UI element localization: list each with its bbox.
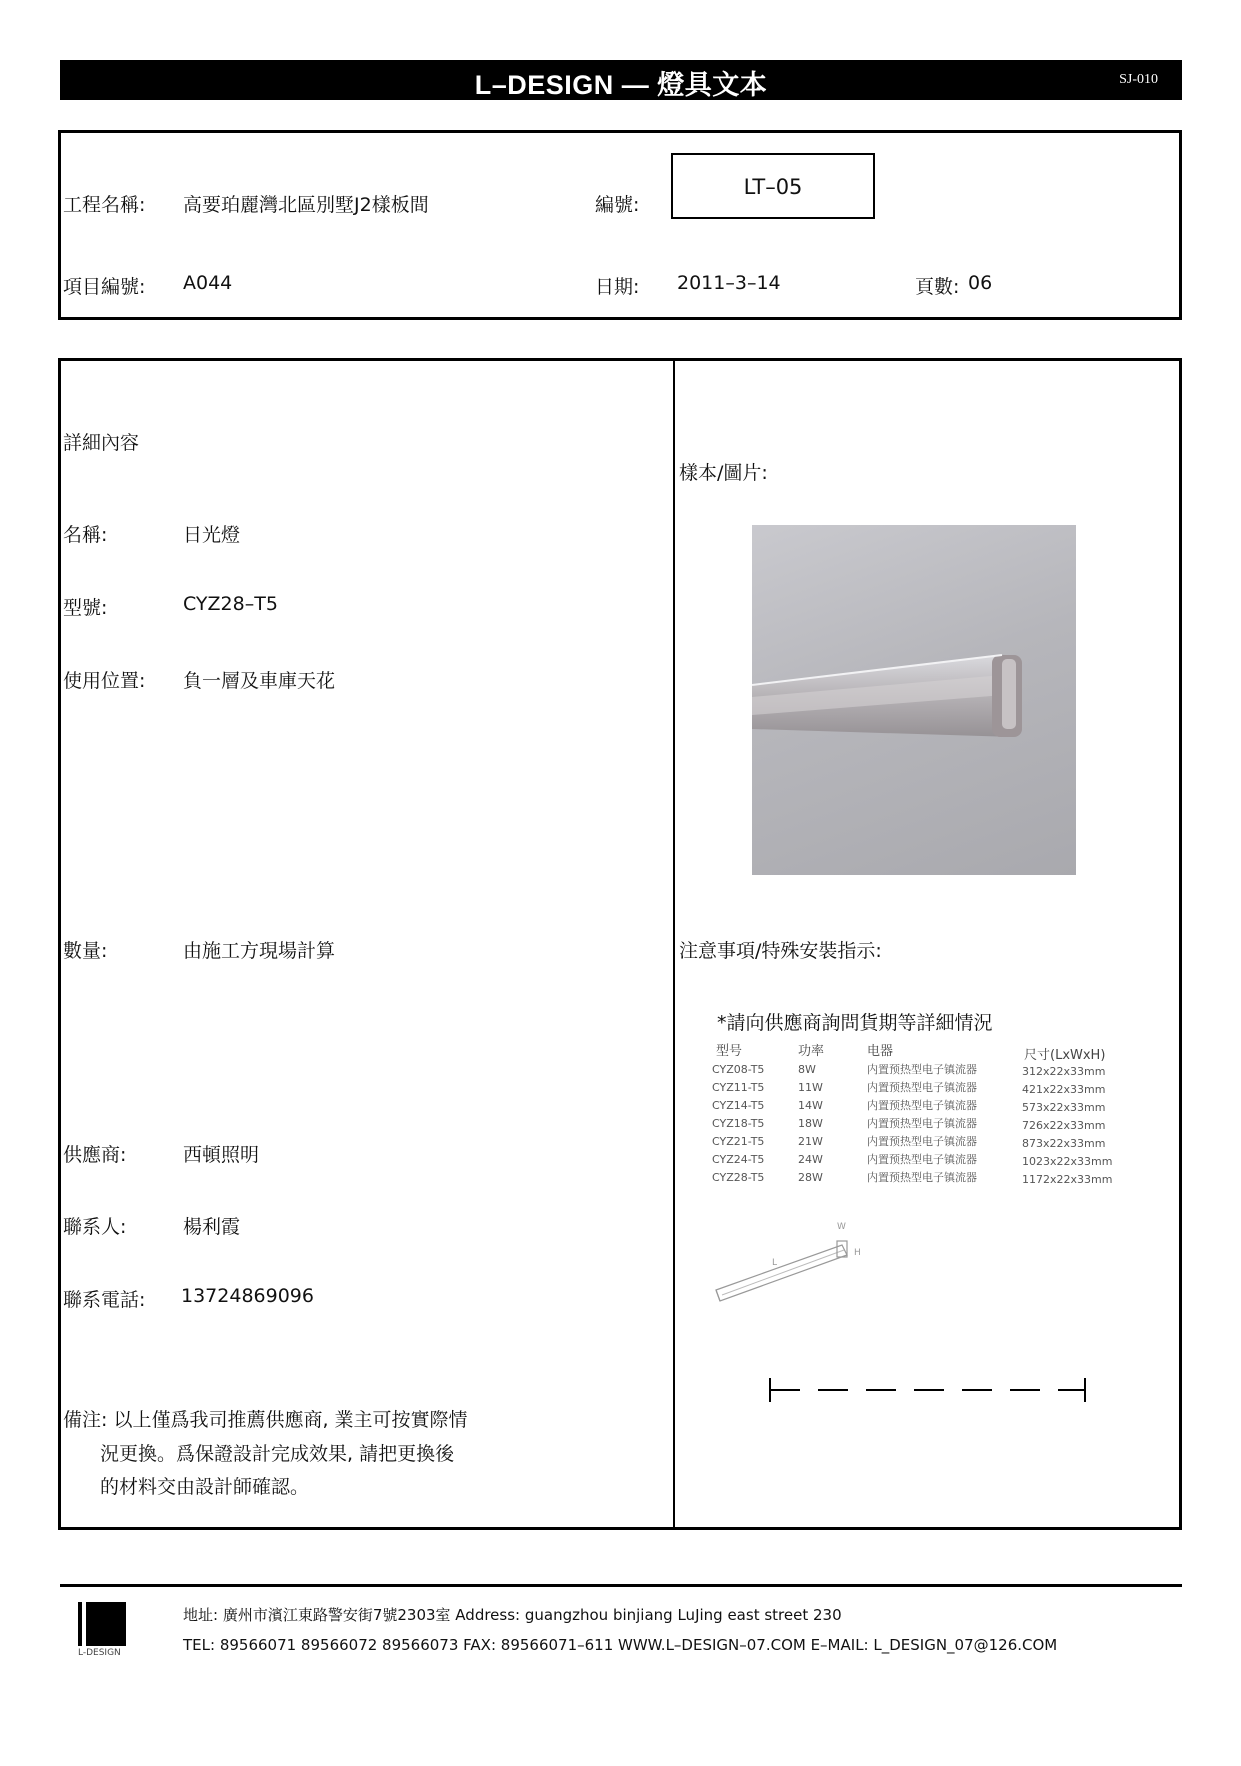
spec-cell: 8W <box>798 1063 816 1076</box>
spec-cell: 726x22x33mm <box>1022 1119 1106 1132</box>
spec-cell: 内置预热型电子镇流器 <box>867 1081 977 1094</box>
item-number-value: A044 <box>183 272 233 294</box>
spec-cell: CYZ21-T5 <box>712 1135 765 1148</box>
spec-cell: 内置预热型电子镇流器 <box>867 1099 977 1112</box>
spec-cell: 28W <box>798 1171 823 1184</box>
spec-cell: 21W <box>798 1135 823 1148</box>
spec-table-row <box>712 1169 1122 1187</box>
quantity-label: 數量: <box>63 940 108 962</box>
location-label: 使用位置: <box>63 670 146 692</box>
spec-table-row <box>712 1133 1122 1151</box>
spec-table-row <box>712 1115 1122 1133</box>
spec-cell: 11W <box>798 1081 823 1094</box>
dimension-label-w: W <box>837 1222 846 1232</box>
column-divider <box>673 360 675 1528</box>
spec-header-power: 功率 <box>798 1044 825 1059</box>
spec-cell: 1023x22x33mm <box>1022 1155 1113 1168</box>
supplier-value: 西頓照明 <box>183 1144 260 1166</box>
spec-cell: 1172x22x33mm <box>1022 1173 1113 1186</box>
date-label: 日期: <box>595 276 640 298</box>
phone-label: 聯系電話: <box>63 1289 146 1311</box>
contact-label: 聯系人: <box>63 1216 127 1238</box>
spec-table-row <box>712 1079 1122 1097</box>
model-value: CYZ28–T5 <box>183 593 278 615</box>
logo-block <box>86 1602 126 1646</box>
dimension-label-l: L <box>772 1258 778 1268</box>
model-label: 型號: <box>63 597 108 619</box>
fixture-name-value: 日光燈 <box>183 524 241 546</box>
item-number-label: 項目編號: <box>63 276 146 298</box>
install-notes-label: 注意事項/特殊安裝指示: <box>679 940 882 962</box>
project-name-value: 高要珀麗灣北區別墅J2樣板間 <box>183 194 429 216</box>
date-value: 2011–3–14 <box>677 272 781 294</box>
spec-cell: CYZ08-T5 <box>712 1063 765 1076</box>
spec-cell: CYZ24-T5 <box>712 1153 765 1166</box>
document-title: L–DESIGN — 燈具文本 <box>474 70 768 100</box>
spec-cell: 内置预热型电子镇流器 <box>867 1153 977 1166</box>
details-section-title: 詳細內容 <box>63 432 140 454</box>
number-label: 編號: <box>595 194 640 216</box>
project-name-label: 工程名稱: <box>63 194 146 216</box>
page-value: 06 <box>968 272 993 294</box>
spec-cell: 内置预热型电子镇流器 <box>867 1117 977 1130</box>
spec-cell: 内置预热型电子镇流器 <box>867 1135 977 1148</box>
spec-table-row <box>712 1097 1122 1115</box>
spec-table-row <box>712 1151 1122 1169</box>
spec-header-model: 型号 <box>716 1044 743 1059</box>
footer-address: 地址: 廣州市濱江東路警安街7號2303室 Address: guangzhou binjiang LuJing east street 230 <box>183 1606 842 1624</box>
spec-table-row <box>712 1061 1122 1079</box>
number-value: LT–05 <box>743 175 803 199</box>
spec-cell: 18W <box>798 1117 823 1130</box>
note-line-3: 的材料交由設計師確認。 <box>100 1476 310 1498</box>
logo-mark <box>78 1602 82 1646</box>
footer-contact: TEL: 89566071 89566072 89566073 FAX: 89566071–611 WWW.L–DESIGN–07.COM E–MAIL: L_DESIGN_07@126.COM <box>183 1636 1058 1654</box>
sheet-code: SJ-010 <box>1119 72 1158 87</box>
spec-cell: CYZ18-T5 <box>712 1117 765 1130</box>
spec-table <box>712 1043 1122 1187</box>
spec-cell: 内置预热型电子镇流器 <box>867 1063 977 1076</box>
supplier-label: 供應商: <box>63 1144 127 1166</box>
title-bar <box>60 60 1182 100</box>
spec-header-size: 尺寸(LxWxH) <box>1024 1048 1106 1063</box>
phone-value: 13724869096 <box>181 1285 314 1307</box>
number-value-box <box>671 153 875 219</box>
fixture-name-label: 名稱: <box>63 524 108 546</box>
footer-divider <box>60 1584 1182 1587</box>
note-line-2: 況更換。爲保證設計完成效果, 請把更換後 <box>100 1443 455 1465</box>
dimension-label-h: H <box>854 1248 861 1258</box>
spec-cell: 421x22x33mm <box>1022 1083 1106 1096</box>
spec-cell: CYZ28-T5 <box>712 1171 765 1184</box>
spec-cell: CYZ14-T5 <box>712 1099 765 1112</box>
spec-cell: 14W <box>798 1099 823 1112</box>
spec-cell: 873x22x33mm <box>1022 1137 1106 1150</box>
spec-header-ballast: 电器 <box>867 1044 894 1059</box>
sample-label: 樣本/圖片: <box>679 462 768 484</box>
spec-cell: 573x22x33mm <box>1022 1101 1106 1114</box>
inquiry-note: *請向供應商詢問貨期等詳細情況 <box>717 1012 993 1034</box>
footer-logo <box>70 1602 150 1658</box>
page-label: 頁數: <box>915 276 960 298</box>
logo-text: L-DESIGN <box>78 1648 121 1658</box>
spec-table-header <box>712 1043 1122 1061</box>
dimension-sketch <box>712 1215 892 1310</box>
contact-value: 楊利霞 <box>183 1216 241 1238</box>
spec-cell: CYZ11-T5 <box>712 1081 765 1094</box>
product-photo <box>752 525 1076 875</box>
scale-line <box>765 1375 1095 1405</box>
spec-cell: 24W <box>798 1153 823 1166</box>
location-value: 負一層及車庫天花 <box>183 670 336 692</box>
spec-cell: 内置预热型电子镇流器 <box>867 1171 977 1184</box>
spec-cell: 312x22x33mm <box>1022 1065 1106 1078</box>
note-line-1: 備注: 以上僅爲我司推薦供應商, 業主可按實際情 <box>63 1409 468 1431</box>
tube-light-image <box>752 525 1076 875</box>
quantity-value: 由施工方現場計算 <box>183 940 336 962</box>
